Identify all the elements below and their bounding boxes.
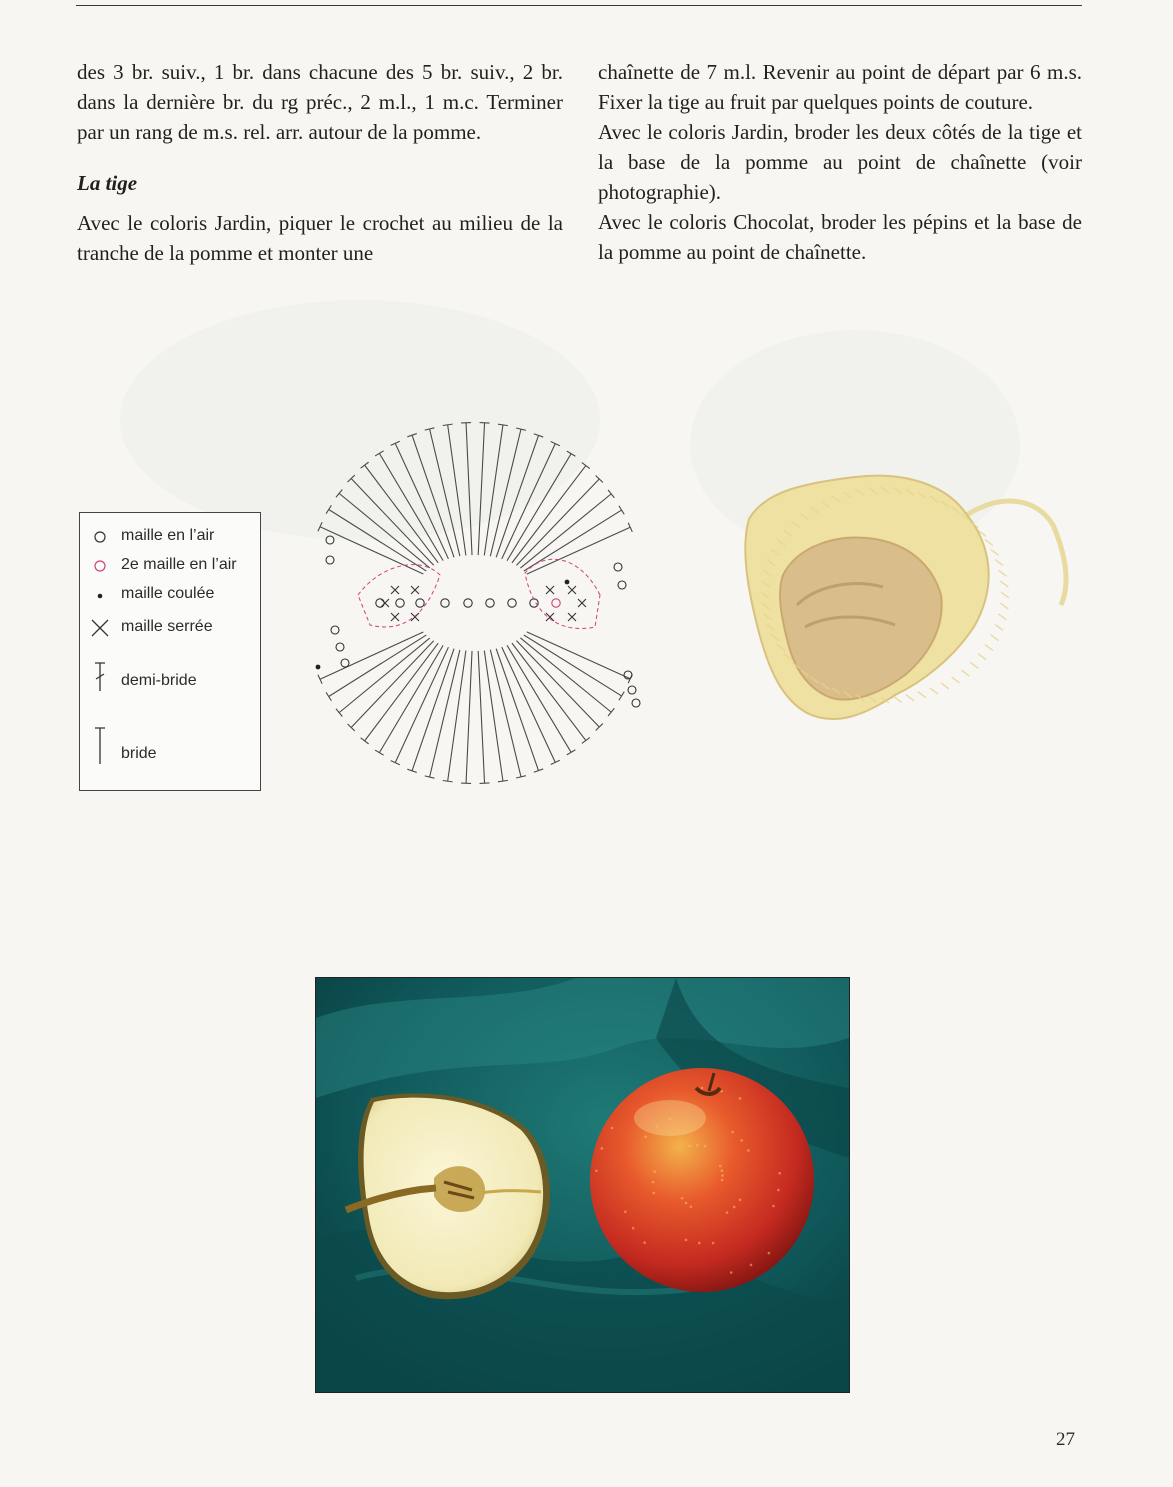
treble-stitch bbox=[448, 651, 466, 782]
circle-icon bbox=[90, 526, 110, 548]
treble-stitch bbox=[484, 425, 503, 556]
apple-photograph bbox=[315, 977, 850, 1393]
chain-stitch-mark bbox=[441, 599, 449, 607]
cross-icon bbox=[90, 617, 110, 639]
chain-stitch-mark bbox=[341, 659, 349, 667]
paragraph: Avec le coloris Jardin, broder les deux côtés de la tige et la base de la pomme au point de chaînette (voir photographie). bbox=[598, 120, 1082, 204]
single-crochet-mark bbox=[568, 586, 576, 594]
section-heading: La tige bbox=[77, 171, 138, 195]
legend-label: maille serrée bbox=[121, 618, 213, 635]
treble-stitch bbox=[351, 641, 434, 728]
legend-item bbox=[80, 584, 260, 606]
treble-stitch bbox=[507, 454, 571, 561]
chain-stitch-mark bbox=[508, 599, 516, 607]
single-crochet-mark bbox=[381, 599, 389, 607]
single-crochet-mark bbox=[546, 586, 554, 594]
slip-stitch-mark bbox=[316, 665, 321, 670]
treble-stitch bbox=[430, 429, 460, 556]
legend-item bbox=[80, 526, 260, 548]
treble-stitch bbox=[496, 435, 538, 557]
treble-stitch bbox=[524, 510, 622, 571]
treble-stitch bbox=[379, 453, 443, 560]
legend-label: 2e maille en l’air bbox=[121, 556, 237, 573]
crochet-apple-slice-photo bbox=[735, 455, 1080, 740]
treble-stitch bbox=[448, 425, 466, 556]
left-column bbox=[77, 57, 563, 268]
legend-label: maille en l’air bbox=[121, 527, 215, 544]
chain-stitch-mark bbox=[628, 686, 636, 694]
stitch-legend bbox=[79, 512, 261, 791]
treble-stitch bbox=[516, 641, 599, 727]
page-number: 27 bbox=[1056, 1429, 1075, 1450]
half-treble-icon bbox=[90, 661, 110, 693]
treble-stitch bbox=[329, 509, 427, 570]
right-column bbox=[598, 57, 1082, 267]
treble-stitch bbox=[351, 479, 434, 566]
legend-item bbox=[80, 617, 260, 639]
chain-stitch-mark bbox=[632, 699, 640, 707]
legend-item bbox=[80, 744, 260, 766]
single-crochet-mark bbox=[578, 599, 586, 607]
legend-label: bride bbox=[121, 745, 157, 762]
legend-label: demi-bride bbox=[121, 672, 197, 689]
paragraph: chaînette de 7 m.l. Revenir au point de départ par 6 m.s. Fixer la tige au fruit par quelques points de couture. bbox=[598, 60, 1082, 114]
treble-stitch bbox=[478, 651, 484, 783]
apple-photo-scene bbox=[316, 978, 849, 1392]
dashed-outline bbox=[358, 565, 440, 627]
single-crochet-mark bbox=[391, 586, 399, 594]
treble-stitch bbox=[412, 435, 454, 557]
treble-stitch bbox=[490, 429, 521, 556]
chain-stitch-mark bbox=[552, 599, 560, 607]
top-rule bbox=[76, 5, 1082, 6]
treble-icon bbox=[90, 726, 110, 766]
legend-item bbox=[80, 671, 260, 693]
treble-stitch bbox=[490, 650, 521, 777]
treble-stitch bbox=[507, 645, 571, 752]
chain-stitch-mark bbox=[336, 643, 344, 651]
single-crochet-mark bbox=[391, 613, 399, 621]
paragraph: des 3 br. suiv., 1 br. dans chacune des 5 br. suiv., 2 br. dans la dernière br. du rg préc., 2 m.l., 1 m.c. Terminer par un rang de m.s. rel. arr. autour de la pomme. bbox=[77, 60, 563, 144]
dot-icon bbox=[90, 584, 110, 606]
legend-label: maille coulée bbox=[121, 585, 215, 602]
treble-stitch bbox=[478, 423, 484, 555]
treble-stitch bbox=[516, 479, 599, 565]
chain-stitch-mark bbox=[376, 599, 384, 607]
chain-stitch-mark bbox=[464, 599, 472, 607]
treble-stitch bbox=[524, 635, 622, 696]
treble-stitch bbox=[466, 423, 472, 555]
paragraph: Avec le coloris Jardin, piquer le crochet au milieu de la tranche de la pomme et monter une bbox=[77, 211, 563, 265]
treble-stitch bbox=[379, 645, 443, 752]
pink-circle-icon bbox=[90, 555, 110, 577]
paragraph: Avec le coloris Chocolat, broder les pépins et la base de la pomme au point de chaînette. bbox=[598, 210, 1082, 264]
treble-stitch bbox=[430, 650, 460, 777]
treble-stitch bbox=[412, 649, 454, 771]
single-crochet-mark bbox=[546, 613, 554, 621]
slip-stitch-mark bbox=[565, 580, 570, 585]
chain-stitch-mark bbox=[326, 556, 334, 564]
chain-stitch-mark bbox=[614, 563, 622, 571]
single-crochet-mark bbox=[411, 613, 419, 621]
treble-stitch bbox=[466, 651, 472, 783]
chain-stitch-mark bbox=[396, 599, 404, 607]
chain-stitch-mark bbox=[416, 599, 424, 607]
single-crochet-mark bbox=[411, 586, 419, 594]
legend-item bbox=[80, 555, 260, 577]
single-crochet-mark bbox=[568, 613, 576, 621]
chain-stitch-mark bbox=[326, 536, 334, 544]
crochet-chart-diagram bbox=[300, 405, 660, 800]
chain-stitch-mark bbox=[618, 581, 626, 589]
treble-stitch bbox=[484, 651, 503, 782]
treble-stitch bbox=[496, 649, 538, 771]
chain-stitch-mark bbox=[331, 626, 339, 634]
chain-stitch-mark bbox=[486, 599, 494, 607]
